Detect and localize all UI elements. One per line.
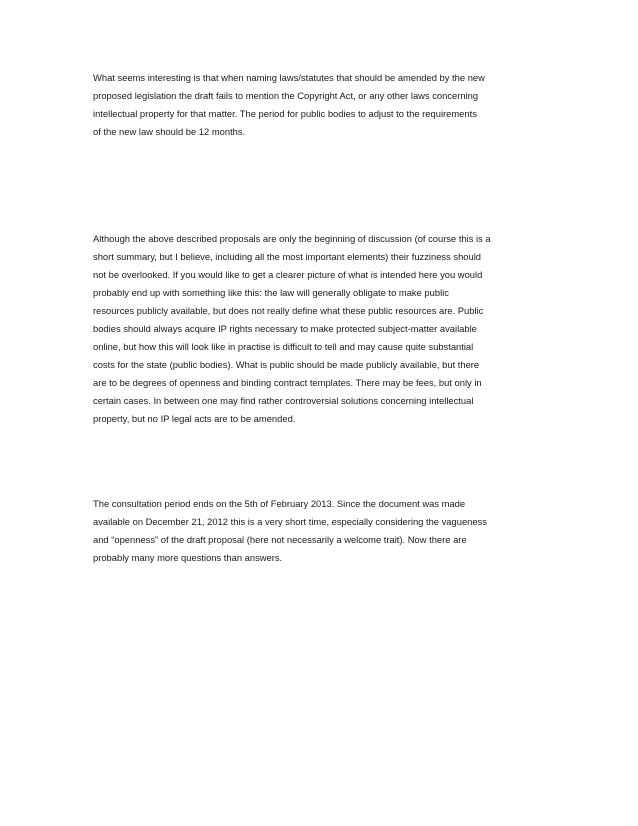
paragraph-proposal-fuzziness <box>93 230 548 428</box>
text-line: proposed legislation the draft fails to mention the Copyright Act, or any other laws concerning <box>93 90 479 101</box>
text-line: costs for the state (public bodies). What is public should be made publicly available, but there <box>93 359 480 370</box>
paragraph-copyright-omission <box>93 69 548 141</box>
text-line: probably end up with something like this: the law will generally obligate to make public <box>93 287 449 298</box>
text-line: What seems interesting is that when naming laws/statutes that should be amended by the new <box>93 72 485 83</box>
text-line: and “openness” of the draft proposal (here not necessarily a welcome trait). Now there are <box>93 534 467 545</box>
text-line: are to be degrees of openness and binding contract templates. There may be fees, but only in <box>93 377 482 388</box>
text-line: Although the above described proposals are only the beginning of discussion (of course this is a <box>93 233 491 244</box>
text-line: certain cases. In between one may find rather controversial solutions concerning intellectual <box>93 395 474 406</box>
text-line: probably many more questions than answers. <box>93 552 283 563</box>
text-line: not be overlooked. If you would like to get a clearer picture of what is intended here you would <box>93 269 483 280</box>
text-line: short summary, but I believe, including all the most important elements) their fuzziness should <box>93 251 482 262</box>
text-line: resources publicly available, but does not really define what these public resources are. Public <box>93 305 484 316</box>
text-line: property, but no IP legal acts are to be amended. <box>93 413 296 424</box>
text-line: The consultation period ends on the 5th of February 2013. Since the document was made <box>93 498 466 509</box>
text-line: bodies should always acquire IP rights necessary to make protected subject-matter available <box>93 323 477 334</box>
text-line: available on December 21, 2012 this is a very short time, especially considering the vagueness <box>93 516 487 527</box>
text-line: intellectual property for that matter. The period for public bodies to adjust to the requirements <box>93 108 477 119</box>
text-line: online, but how this will look like in practise is difficult to tell and may cause quite substantial <box>93 341 474 352</box>
text-line: of the new law should be 12 months. <box>93 126 246 137</box>
paragraph-consultation-period <box>93 495 548 567</box>
